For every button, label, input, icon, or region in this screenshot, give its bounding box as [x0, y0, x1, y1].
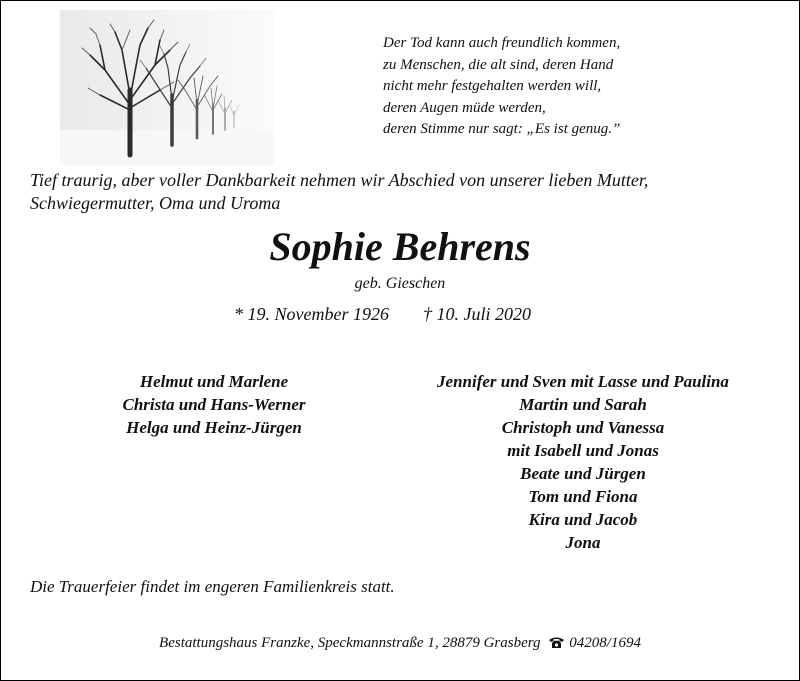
family-list-right [400, 370, 766, 554]
family-member: Jona [565, 533, 601, 552]
intro-line-1: Tief traurig, aber voller Dankbarkeit nehmen wir Abschied von unserer lieben Mutter, [30, 170, 649, 190]
family-member: Christa und Hans-Werner [122, 395, 306, 414]
family-member: Helmut und Marlene [139, 372, 289, 391]
poem-line: nicht mehr festgehalten werden will, [383, 78, 602, 94]
family-member: Jennifer und Sven mit Lasse und Paulina [437, 372, 729, 391]
intro-line-2: Schwiegermutter, Oma und Uroma [30, 193, 281, 213]
funeral-home-address: Bestattungshaus Franzke, Speckmannstraße 1, 28879 Grasberg [159, 635, 541, 651]
winter-trees-illustration [60, 10, 274, 165]
funeral-note: Die Trauerfeier findet im engeren Familienkreis statt. [30, 577, 395, 596]
family-member: Beate und Jürgen [520, 464, 646, 483]
family-member: Martin und Sarah [519, 395, 647, 414]
death-date: † 10. Juli 2020 [422, 304, 531, 324]
poem-line: deren Stimme nur sagt: „Es ist genug.” [383, 121, 621, 137]
poem-line: zu Menschen, die alt sind, deren Hand [383, 56, 614, 73]
poem-line: Der Tod kann auch freundlich kommen, [383, 35, 621, 51]
family-member: Helga und Heinz-Jürgen [126, 418, 302, 437]
funeral-home-footer [0, 633, 800, 655]
family-member: mit Isabell und Jonas [507, 441, 659, 460]
life-dates [234, 303, 531, 325]
funeral-home-phone: 04208/1694 [569, 635, 641, 651]
birth-name: geb. Gieschen [354, 275, 446, 292]
family-member: Kira und Jacob [528, 510, 638, 529]
birth-date: * 19. November 1926 [234, 304, 389, 324]
telephone-icon [548, 635, 565, 655]
family-member: Christoph und Vanessa [501, 418, 665, 437]
poem [383, 33, 783, 141]
family-list-left [94, 370, 334, 439]
winter-trees-photo [60, 10, 274, 165]
intro-text [30, 169, 790, 215]
poem-line: deren Augen müde werden, [383, 99, 546, 116]
deceased-name: Sophie Behrens [269, 224, 531, 269]
family-member: Tom und Fiona [528, 487, 638, 506]
